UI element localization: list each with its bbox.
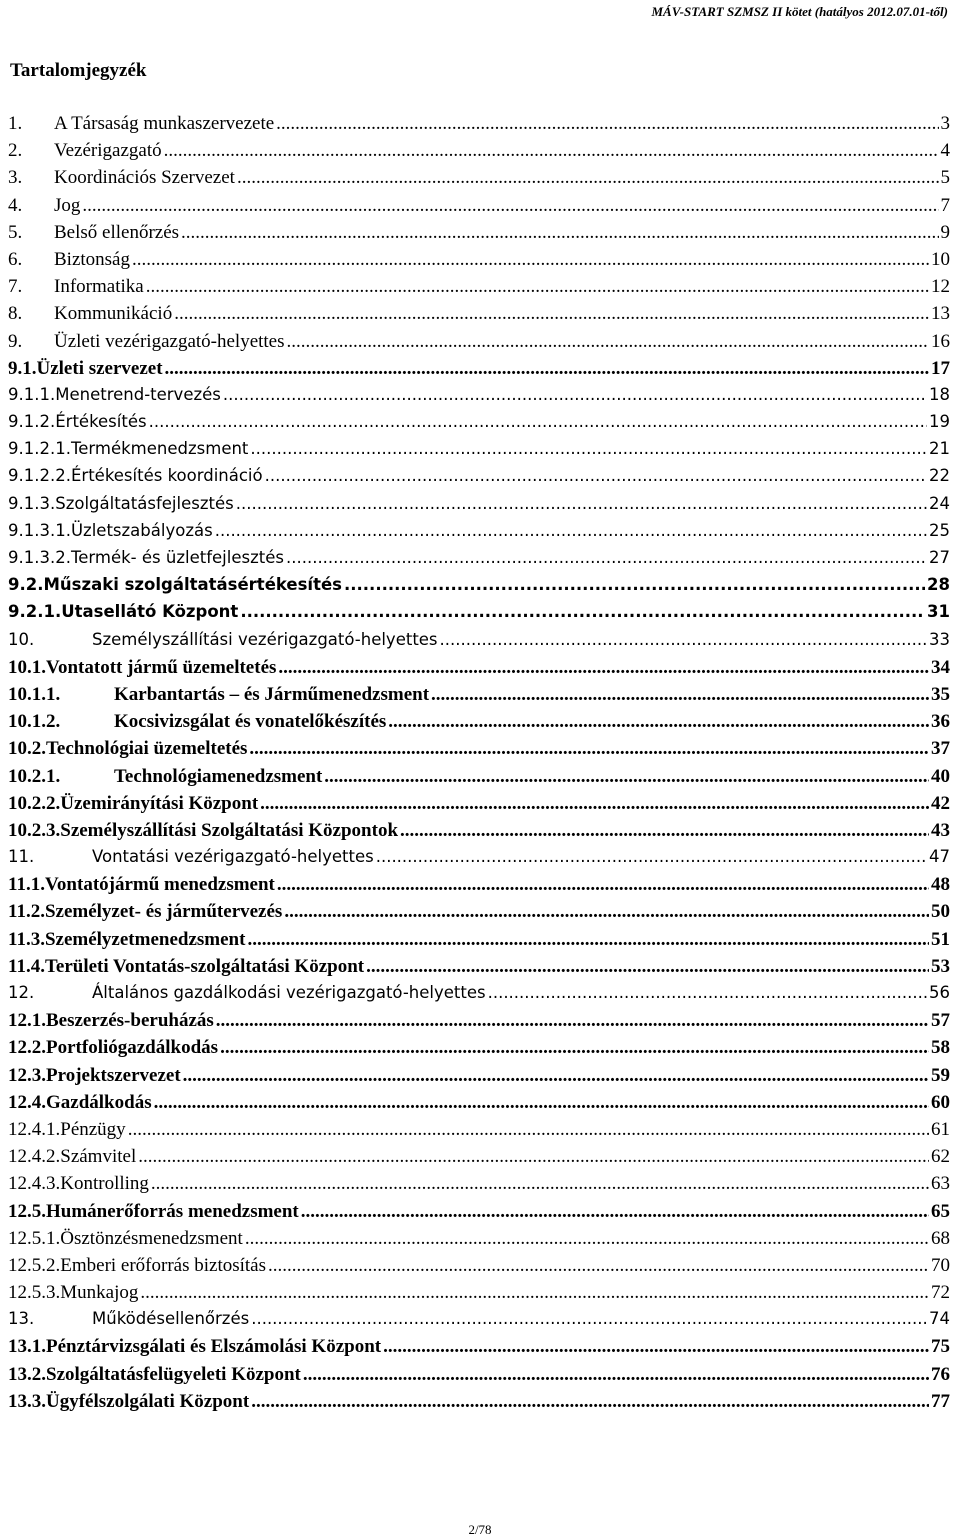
toc-entry-number: 9.2.1. — [8, 602, 62, 622]
toc-entry-label: Vontatási vezérigazgató-helyettes — [92, 847, 374, 867]
toc-entry-number: 10. — [8, 629, 35, 649]
toc-leader-dots — [286, 548, 927, 567]
toc-entry-number: 9.2. — [8, 575, 44, 595]
toc-entry-number: 6. — [8, 248, 23, 270]
toc-entry-number: 12.3. — [8, 1064, 46, 1086]
toc-entry-number: 9.1.3.2. — [8, 548, 71, 567]
toc-entry-number: 10.2.2. — [8, 792, 61, 814]
toc-entry[interactable] — [8, 1391, 950, 1418]
toc-entry-number: 9. — [8, 330, 23, 352]
toc-entry-label: Általános gazdálkodási vezérigazgató-helyettes — [92, 983, 486, 1002]
toc-entry-label: Működésellenőrzés — [92, 1309, 250, 1329]
toc-leader-dots — [383, 1336, 929, 1358]
toc-entry[interactable] — [8, 1119, 950, 1146]
toc-leader-dots — [220, 1037, 929, 1059]
toc-entry-label: Belső ellenőrzés — [54, 221, 180, 243]
toc-entry-label: Személyszállítási vezérigazgató-helyettes — [92, 629, 438, 649]
toc-leader-dots — [303, 1364, 929, 1386]
toc-leader-dots — [138, 1146, 929, 1168]
toc-entry[interactable] — [8, 1255, 950, 1282]
toc-entry-page: 5 — [940, 167, 950, 189]
toc-entry[interactable] — [8, 303, 950, 330]
toc-entry[interactable] — [8, 956, 950, 983]
toc-entry-number: 13. — [8, 1309, 35, 1329]
toc-entry-page: 7 — [940, 194, 950, 216]
toc-entry-page: 25 — [929, 520, 950, 540]
toc-leader-dots — [431, 684, 929, 706]
toc-entry-number: 10.1. — [8, 656, 46, 678]
toc-entry[interactable] — [8, 820, 950, 847]
toc-entry[interactable] — [8, 494, 950, 521]
toc-entry-page: 36 — [931, 711, 950, 733]
toc-leader-dots — [240, 602, 925, 621]
toc-leader-dots — [344, 575, 925, 594]
toc-entry-number: 12.1. — [8, 1010, 46, 1032]
toc-entry-page: 56 — [929, 983, 950, 1002]
toc-entry-label: Műszaki szolgáltatásértékesítés — [43, 575, 342, 595]
toc-entry-number: 12. — [8, 983, 35, 1002]
toc-entry-page: 4 — [940, 140, 950, 162]
toc-entry-label: Üzleti vezérigazgató-helyettes — [54, 330, 285, 352]
toc-entry-label: Karbantartás – és Járműmenedzsment — [114, 683, 430, 705]
toc-entry-label: Személyzetmenedzsment — [44, 928, 246, 950]
toc-entry-page: 48 — [931, 874, 950, 896]
toc-leader-dots — [146, 276, 929, 298]
toc-entry-label: Üzleti szervezet — [36, 357, 163, 379]
toc-entry-label: Termék- és üzletfejlesztés — [70, 548, 284, 567]
toc-entry-page: 35 — [931, 683, 950, 705]
toc-entry-page: 34 — [931, 656, 950, 678]
toc-entry-page: 43 — [931, 819, 950, 841]
toc-leader-dots — [132, 249, 929, 271]
toc-entry-label: Ösztönzésmenedzsment — [60, 1227, 243, 1249]
toc-entry-label: Értékesítés koordináció — [70, 466, 263, 486]
toc-entry[interactable] — [8, 901, 950, 928]
toc-leader-dots — [151, 1173, 929, 1195]
toc-entry-page: 57 — [931, 1010, 950, 1032]
toc-leader-dots — [154, 1092, 929, 1114]
toc-entry-label: Termékmenedzsment — [70, 439, 249, 459]
toc-entry-page: 76 — [931, 1363, 950, 1385]
toc-entry[interactable] — [8, 276, 950, 303]
toc-entry-number: 12.4.2. — [8, 1146, 61, 1168]
toc-leader-dots — [251, 1391, 929, 1413]
toc-leader-dots — [301, 1201, 929, 1223]
toc-entry-page: 13 — [931, 303, 950, 325]
toc-entry-page: 65 — [931, 1200, 950, 1222]
toc-leader-dots — [276, 113, 938, 135]
toc-entry-label: Ügyfélszolgálati Központ — [46, 1390, 250, 1412]
toc-entry-number: 9.1.2. — [8, 412, 56, 432]
toc-leader-dots — [247, 929, 929, 951]
toc-entry[interactable] — [8, 195, 950, 222]
toc-entry-label: Technológiai üzemeltetés — [46, 738, 248, 760]
toc-entry-page: 16 — [931, 330, 950, 352]
toc-entry[interactable] — [8, 521, 950, 548]
toc-leader-dots — [284, 901, 929, 923]
toc-entry-number: 13.1. — [8, 1336, 46, 1358]
toc-entry-label: Értékesítés — [55, 412, 147, 432]
toc-entry[interactable] — [8, 439, 950, 466]
toc-entry[interactable] — [8, 1173, 950, 1200]
toc-entry-label: Munkajog — [60, 1282, 139, 1304]
toc-entry[interactable] — [8, 1065, 950, 1092]
toc-entry-page: 60 — [931, 1091, 950, 1113]
toc-entry[interactable] — [8, 466, 950, 493]
toc-entry[interactable] — [8, 1282, 950, 1309]
toc-entry-number: 12.4. — [8, 1091, 46, 1113]
toc-entry-page: 27 — [929, 548, 950, 567]
toc-entry-label: Technológiamenedzsment — [114, 765, 323, 787]
toc-entry-page: 28 — [927, 575, 950, 595]
toc-entry[interactable] — [8, 222, 950, 249]
toc-entry-label: Utasellátó Központ — [61, 602, 239, 622]
toc-entry-label: Üzemirányítási Központ — [60, 792, 259, 814]
toc-entry[interactable] — [8, 847, 950, 874]
toc-entry-label: Humánerőforrás menedzsment — [46, 1200, 299, 1222]
toc-entry-page: 61 — [931, 1118, 950, 1140]
toc-entry[interactable] — [8, 738, 950, 765]
toc-entry-number: 12.2. — [8, 1037, 46, 1059]
toc-entry[interactable] — [8, 1092, 950, 1119]
toc-entry-page: 22 — [929, 466, 950, 486]
toc-entry-number: 12.5. — [8, 1200, 46, 1222]
toc-entry[interactable] — [8, 711, 950, 738]
toc-entry-label: Pénzügy — [60, 1118, 126, 1140]
toc-entry-number: 12.5.2. — [8, 1254, 61, 1276]
toc-entry-number: 9.1.3. — [8, 493, 56, 513]
toc-entry[interactable] — [8, 140, 950, 167]
toc-leader-dots — [236, 494, 927, 513]
toc-entry-page: 59 — [931, 1064, 950, 1086]
toc-entry-number: 11.3. — [8, 928, 45, 950]
toc-entry-page: 37 — [931, 738, 950, 760]
toc-entry[interactable] — [8, 1146, 950, 1173]
toc-entry[interactable] — [8, 1037, 950, 1064]
toc-entry-page: 47 — [929, 847, 950, 867]
toc-entry-label: A Társaság munkaszervezete — [54, 113, 275, 134]
toc-leader-dots — [277, 874, 929, 896]
toc-entry-number: 9.1.3.1. — [8, 520, 71, 540]
toc-entry[interactable] — [8, 1010, 950, 1037]
document-header: MÁV-START SZMSZ II kötet (hatályos 2012.07.01-től) — [651, 4, 948, 19]
toc-leader-dots — [216, 1010, 929, 1032]
toc-entry[interactable] — [8, 766, 950, 793]
toc-entry-number: 9.1.2.1. — [8, 439, 71, 459]
toc-leader-dots — [440, 630, 927, 649]
toc-entry-label: Projektszervezet — [46, 1064, 181, 1086]
toc-entry[interactable] — [8, 630, 950, 657]
toc-entry[interactable] — [8, 1336, 950, 1363]
toc-entry-number: 11.4. — [8, 955, 45, 977]
toc-entry-page: 68 — [931, 1227, 950, 1249]
toc-entry-number: 5. — [8, 221, 23, 243]
toc-list — [8, 113, 950, 1418]
toc-entry-page: 19 — [929, 412, 950, 432]
toc-entry[interactable] — [8, 602, 950, 629]
toc-leader-dots — [324, 766, 929, 788]
toc-leader-dots — [215, 521, 927, 540]
toc-entry-label: Személyszállítási Szolgáltatási Központok — [60, 819, 399, 841]
toc-entry-page: 72 — [931, 1282, 950, 1304]
toc-title: Tartalomjegyzék — [10, 60, 147, 81]
toc-entry-page: 51 — [931, 928, 950, 950]
toc-entry-page: 62 — [931, 1146, 950, 1168]
toc-entry-page: 58 — [931, 1037, 950, 1059]
toc-entry-label: Üzletszabályozás — [70, 520, 213, 540]
toc-entry-label: Számvitel — [60, 1146, 137, 1168]
toc-entry-page: 70 — [931, 1254, 950, 1276]
toc-entry-label: Koordinációs Szervezet — [54, 167, 235, 189]
toc-entry-page: 50 — [931, 901, 950, 923]
toc-entry-number: 9.1.1. — [8, 384, 56, 404]
toc-entry-page: 75 — [931, 1336, 950, 1358]
toc-entry[interactable] — [8, 684, 950, 711]
toc-leader-dots — [376, 847, 927, 866]
toc-leader-dots — [366, 956, 929, 978]
toc-leader-dots — [250, 439, 927, 458]
toc-entry-number: 2. — [8, 140, 23, 162]
toc-leader-dots — [388, 711, 929, 733]
toc-entry-number: 12.5.1. — [8, 1227, 61, 1249]
toc-entry-label: Vontatójármű menedzsment — [44, 874, 275, 896]
toc-leader-dots — [260, 793, 929, 815]
toc-entry-label: Informatika — [54, 276, 144, 298]
toc-entry-page: 21 — [929, 439, 950, 459]
toc-entry-number: 1. — [8, 113, 23, 134]
toc-leader-dots — [251, 1309, 927, 1328]
toc-entry[interactable] — [8, 657, 950, 684]
toc-leader-dots — [140, 1282, 929, 1304]
toc-entry[interactable] — [8, 249, 950, 276]
toc-entry[interactable] — [8, 874, 950, 901]
toc-entry[interactable] — [8, 412, 950, 439]
toc-entry-label: Pénztárvizsgálati és Elszámolási Központ — [46, 1336, 382, 1358]
toc-entry-page: 33 — [929, 629, 950, 649]
toc-entry-page: 17 — [931, 357, 950, 379]
toc-entry-number: 4. — [8, 194, 23, 216]
toc-leader-dots — [237, 167, 939, 189]
toc-entry-page: 53 — [931, 955, 950, 977]
toc-entry-page: 12 — [931, 276, 950, 298]
toc-entry-number: 11. — [8, 847, 35, 867]
toc-entry-label: Jog — [54, 194, 81, 216]
toc-entry[interactable] — [8, 548, 950, 575]
toc-entry-label: Portfoliógazdálkodás — [46, 1037, 219, 1059]
toc-entry[interactable] — [8, 331, 950, 358]
toc-leader-dots — [149, 412, 927, 431]
toc-entry-label: Kontrolling — [60, 1173, 149, 1195]
toc-entry-number: 10.1.2. — [8, 711, 61, 733]
toc-entry[interactable] — [8, 575, 950, 602]
toc-entry-number: 9.1.2.2. — [8, 466, 71, 486]
toc-entry-number: 10.2. — [8, 738, 46, 760]
toc-entry-number: 9.1. — [8, 357, 37, 379]
toc-entry[interactable] — [8, 1228, 950, 1255]
toc-entry-label: Vezérigazgató — [54, 140, 162, 162]
toc-entry-label: Személyzet- és járműtervezés — [44, 901, 283, 923]
toc-entry[interactable] — [8, 113, 950, 140]
toc-leader-dots — [181, 222, 938, 244]
toc-leader-dots — [278, 657, 929, 679]
toc-entry-label: Gazdálkodás — [46, 1091, 152, 1113]
toc-entry-number: 3. — [8, 167, 23, 189]
toc-leader-dots — [245, 1228, 929, 1250]
toc-entry-label: Területi Vontatás-szolgáltatási Központ — [44, 955, 365, 977]
toc-leader-dots — [128, 1119, 929, 1141]
toc-leader-dots — [165, 358, 929, 380]
toc-entry-page: 9 — [940, 221, 950, 243]
toc-entry-page: 18 — [929, 384, 950, 404]
toc-leader-dots — [223, 385, 927, 404]
toc-entry-page: 3 — [940, 113, 950, 134]
toc-entry-label: Menetrend-tervezés — [55, 384, 221, 404]
toc-entry[interactable] — [8, 983, 950, 1010]
toc-entry[interactable] — [8, 385, 950, 412]
toc-entry-page: 42 — [931, 792, 950, 814]
toc-leader-dots — [174, 303, 929, 325]
toc-leader-dots — [287, 331, 929, 353]
toc-leader-dots — [164, 140, 939, 162]
page-number: 2/78 — [468, 1522, 492, 1537]
toc-entry[interactable] — [8, 793, 950, 820]
toc-entry-label: Szolgáltatásfelügyeleti Központ — [46, 1363, 301, 1385]
toc-entry-number: 12.4.1. — [8, 1118, 61, 1140]
toc-entry-label: Kommunikáció — [54, 303, 173, 325]
toc-entry-number: 10.1.1. — [8, 683, 61, 705]
toc-entry-label: Kocsivizsgálat és vonatelőkészítés — [114, 711, 387, 733]
toc-entry-number: 12.5.3. — [8, 1282, 61, 1304]
toc-entry-number: 10.2.3. — [8, 819, 61, 841]
toc-entry[interactable] — [8, 1201, 950, 1228]
toc-entry-number: 11.1. — [8, 874, 45, 896]
toc-entry-number: 7. — [8, 276, 23, 298]
toc-entry-label: Emberi erőforrás biztosítás — [60, 1254, 267, 1276]
toc-entry[interactable] — [8, 1364, 950, 1391]
toc-entry-number: 12.4.3. — [8, 1173, 61, 1195]
toc-entry-label: Szolgáltatásfejlesztés — [55, 493, 234, 513]
toc-entry-number: 13.3. — [8, 1390, 46, 1412]
toc-entry-number: 13.2. — [8, 1363, 46, 1385]
toc-entry[interactable] — [8, 358, 950, 385]
toc-entry[interactable] — [8, 1309, 950, 1336]
toc-leader-dots — [82, 195, 938, 217]
toc-entry-page: 63 — [931, 1173, 950, 1195]
toc-entry-number: 8. — [8, 303, 23, 325]
toc-leader-dots — [183, 1065, 929, 1087]
toc-entry-page: 77 — [931, 1390, 950, 1412]
toc-leader-dots — [249, 738, 929, 760]
toc-leader-dots — [488, 983, 927, 1002]
toc-entry-page: 31 — [927, 602, 950, 622]
toc-entry-page: 24 — [929, 493, 950, 513]
toc-entry-page: 74 — [929, 1309, 950, 1329]
toc-leader-dots — [268, 1255, 929, 1277]
toc-entry-page: 40 — [931, 765, 950, 787]
toc-entry-label: Vontatott jármű üzemeltetés — [46, 656, 277, 678]
toc-entry-page: 10 — [931, 248, 950, 270]
toc-leader-dots — [265, 466, 927, 485]
toc-entry-number: 11.2. — [8, 901, 45, 923]
toc-entry[interactable] — [8, 167, 950, 194]
toc-entry-label: Biztonság — [54, 248, 130, 270]
toc-entry[interactable] — [8, 929, 950, 956]
toc-entry-label: Beszerzés-beruházás — [46, 1010, 214, 1032]
toc-entry-number: 10.2.1. — [8, 765, 61, 787]
toc-leader-dots — [400, 820, 929, 842]
